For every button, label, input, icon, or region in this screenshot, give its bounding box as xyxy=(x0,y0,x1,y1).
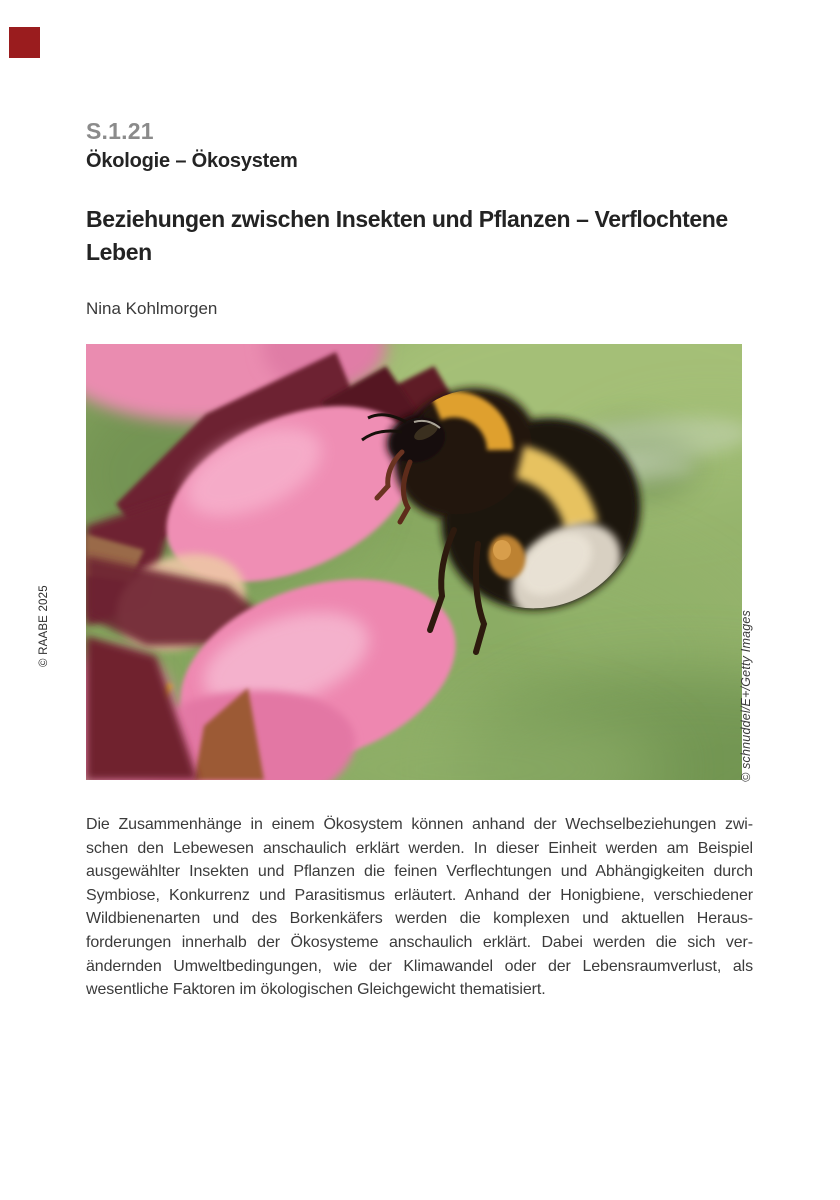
intro-line: ausgewählter Insekten und Pflanzen die feinen Verflechtungen und Abhängigkeiten durch xyxy=(86,863,753,881)
intro-line: Die Zusammenhänge in einem Ökosystem können anhand der Wechselbeziehungen zwi- xyxy=(86,816,753,833)
intro-line: Wildbienenarten und des Borkenkäfers werden die komplexen und aktuellen Heraus- xyxy=(86,910,753,928)
hero-photo xyxy=(86,344,742,780)
intro-paragraph xyxy=(86,813,753,1002)
credit-raabe: © RAABE 2025 xyxy=(38,585,50,667)
page-title xyxy=(86,203,728,269)
series-topic: Ökologie – Ökosystem xyxy=(86,150,298,172)
credit-photo-source: © schnuddel/E+/Getty Images xyxy=(739,610,753,782)
intro-line: forderungen innerhalb der Ökosysteme anschaulich erklärt. Dabei werden die sich ver- xyxy=(86,933,753,951)
intro-line: Symbiose, Konkurrenz und Parasitismus erläutert. Anhand der Honigbiene, verschiedener xyxy=(86,886,753,904)
series-code: S.1.21 xyxy=(86,118,154,144)
intro-line: ändernden Umweltbedingungen, wie der Klimawandel oder der Lebensraumverlust, als xyxy=(86,957,753,975)
page-title-line1: Beziehungen zwischen Insekten und Pflanzen – Verflochtene xyxy=(86,206,728,232)
photo-illustration xyxy=(86,344,742,780)
page-title-line2: Leben xyxy=(86,239,152,265)
series-color-square xyxy=(9,27,40,58)
author-name: Nina Kohlmorgen xyxy=(86,299,218,318)
intro-line: wesentliche Faktoren im ökologischen Gleichgewicht thematisiert. xyxy=(86,981,546,999)
intro-line: schen den Lebewesen anschaulich erklärt werden. In dieser Einheit werden am Beispiel xyxy=(86,839,753,857)
